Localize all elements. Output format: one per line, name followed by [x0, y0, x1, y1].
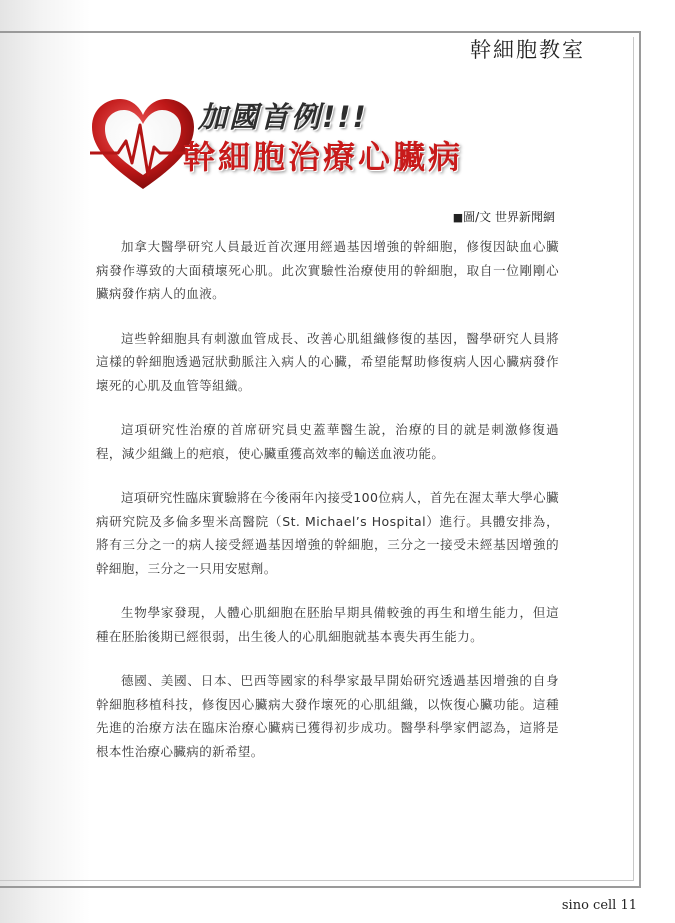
headline-line-2: 幹細胞治療心臟病	[183, 138, 464, 176]
headline-line-1: 加國首例!!!	[198, 100, 368, 134]
square-bullet-icon: ■	[452, 211, 464, 224]
heart-pulse-icon	[88, 95, 198, 195]
page-number: sino cell 11	[561, 898, 637, 913]
paragraph: 德國、美國、日本、巴西等國家的科學家最早開始研究透過基因增強的自身幹細胞移植科技，修復因心臟病大發作壞死的心肌組織，以恢復心臟功能。這種先進的治療方法在臨床治療心臟病已獲得初步成功。醫學科學家們認為，這將是根本性治療心臟病的新希望。	[96, 673, 559, 759]
paragraph: 生物學家發現，人體心肌細胞在胚胎早期具備較強的再生和增生能力，但這種在胚胎後期已經很弱，出生後人的心肌細胞就基本喪失再生能力。	[96, 605, 559, 644]
paragraph: 這項研究性臨床實驗將在今後兩年內接受100位病人，首先在渥太華大學心臟病研究院及多倫多聖米高醫院（St. Michael’s Hospital）進行。具體安排為，將有三分之一的病人接受經過基因增強的幹細胞，三分之一接受未經基因增強的幹細胞，三分之一只用安慰劑。	[96, 490, 559, 576]
section-title: 幹細胞教室	[464, 34, 591, 64]
byline-text: 圖/文 世界新聞網	[463, 210, 555, 224]
paragraph: 這項研究性治療的首席研究員史蓋華醫生說，治療的目的就是刺激修復過程，減少組織上的疤痕，使心臟重獲高效率的輸送血液功能。	[96, 422, 559, 461]
article-body	[96, 235, 559, 784]
paragraph: 這些幹細胞具有刺激血管成長、改善心肌組織修復的基因，醫學研究人員將這樣的幹細胞透過冠狀動脈注入病人的心臟，希望能幫助修復病人因心臟病發作壞死的心肌及血管等組織。	[96, 330, 559, 393]
byline	[453, 208, 555, 225]
paragraph: 加拿大醫學研究人員最近首次運用經過基因增強的幹細胞，修復因缺血心臟病發作導致的大面積壞死心肌。此次實驗性治療使用的幹細胞，取自一位剛剛心臟病發作病人的血液。	[96, 239, 559, 301]
